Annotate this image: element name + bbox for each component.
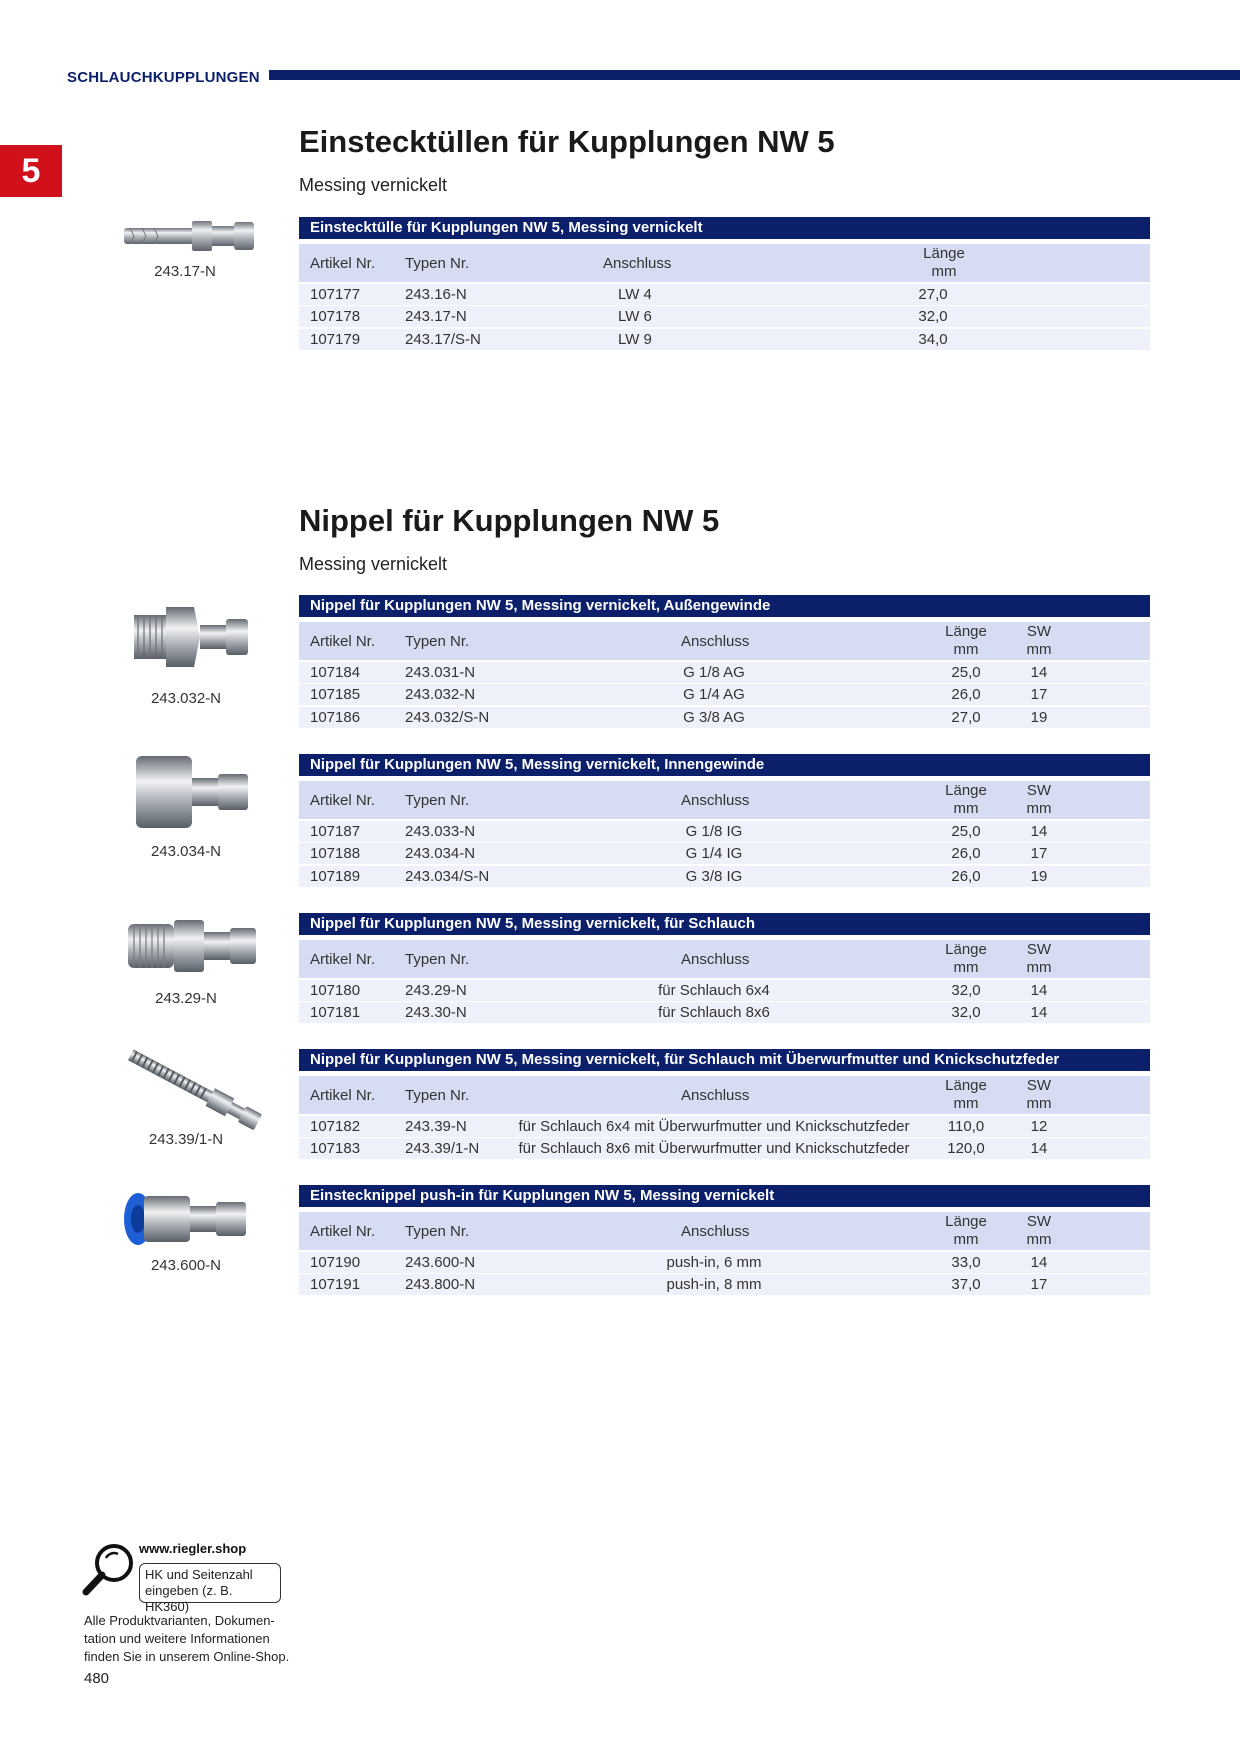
header-artikel: Artikel Nr. <box>310 791 376 809</box>
header-sw <box>1004 1078 1074 1112</box>
cell-laenge: 27,0 <box>951 708 981 726</box>
header-laenge-unit: mm <box>953 1095 979 1112</box>
header-artikel: Artikel Nr. <box>310 1222 376 1240</box>
cell-artikel: 107181 <box>310 1004 361 1021</box>
cell-anschluss: LW 4 <box>618 285 652 303</box>
table-row <box>299 866 1150 887</box>
section-subtitle: Messing vernickelt <box>299 554 448 574</box>
cell-laenge: 27,0 <box>918 285 948 303</box>
cell-laenge: 32,0 <box>918 308 948 325</box>
cell-artikel: 107189 <box>310 867 361 885</box>
cell-typen: 243.17/S-N <box>405 330 481 348</box>
header-anschluss: Anschluss <box>681 1086 750 1104</box>
header-laenge <box>931 624 1001 658</box>
table-header-row <box>299 781 1150 819</box>
product-image-243-39-1-n <box>122 1048 272 1137</box>
header-typen: Typen Nr. <box>405 1222 470 1240</box>
header-laenge-label: Länge <box>945 1213 987 1230</box>
table-row <box>299 306 1150 327</box>
section-category: SCHLAUCHKUPPLUNGEN <box>67 69 260 86</box>
table-row <box>299 662 1150 683</box>
header-laenge <box>931 783 1001 817</box>
header-sw-unit: mm <box>1026 800 1052 817</box>
push-in-nipple-icon <box>120 1184 256 1254</box>
header-laenge-unit: mm <box>953 800 979 817</box>
cell-sw: 14 <box>1030 822 1048 840</box>
cell-laenge: 26,0 <box>951 867 981 885</box>
header-artikel: Artikel Nr. <box>310 950 376 968</box>
table-row <box>299 684 1150 705</box>
table-nippel <box>299 913 1150 1023</box>
cell-sw: 19 <box>1030 708 1048 726</box>
table-caption: Nippel für Kupplungen NW 5, Messing vernickelt, Außengewinde <box>299 595 1150 617</box>
cell-typen: 243.034/S-N <box>405 867 490 885</box>
cell-sw: 12 <box>1030 1117 1048 1135</box>
header-laenge-unit: mm <box>953 1231 979 1248</box>
cell-artikel: 107183 <box>310 1140 361 1157</box>
shop-url[interactable]: www.riegler.shop <box>139 1541 247 1556</box>
cell-laenge: 34,0 <box>918 330 948 348</box>
table-nippel <box>299 1185 1150 1295</box>
header-sw-label: SW <box>1026 1077 1052 1094</box>
cell-artikel: 107186 <box>310 708 361 726</box>
nipple-female-thread-icon <box>128 752 258 832</box>
cell-typen: 243.032/S-N <box>405 708 490 726</box>
product-image-243-17-n <box>120 212 260 267</box>
header-sw <box>1004 783 1074 817</box>
product-image-243-29-n <box>124 910 260 987</box>
cell-laenge: 37,0 <box>951 1276 981 1293</box>
cell-sw: 14 <box>1030 663 1048 681</box>
header-laenge <box>931 1078 1001 1112</box>
table-nippel <box>299 754 1150 887</box>
section-title-nippel: Nippel für Kupplungen NW 5 <box>299 503 720 538</box>
header-laenge <box>909 246 979 280</box>
header-sw-label: SW <box>1026 623 1052 640</box>
table-header-row <box>299 622 1150 660</box>
header-typen: Typen Nr. <box>405 254 470 272</box>
table-row <box>299 1274 1150 1295</box>
header-sw-unit: mm <box>1026 959 1052 976</box>
header-anschluss: Anschluss <box>603 254 672 272</box>
table-nippel <box>299 595 1150 728</box>
table-row <box>299 980 1150 1001</box>
product-caption: 243.600-N <box>150 1257 222 1274</box>
cell-anschluss: G 1/4 IG <box>685 845 743 862</box>
header-anschluss: Anschluss <box>681 950 750 968</box>
header-laenge <box>931 942 1001 976</box>
footer-note-line: Alle Produktvarianten, Dokumen- <box>84 1613 275 1628</box>
footer-note <box>84 1612 304 1666</box>
header-rule <box>269 70 1240 80</box>
cell-anschluss: für Schlauch 6x4 mit Überwurfmutter und Knickschutzfeder <box>518 1117 910 1135</box>
cell-typen: 243.39-N <box>405 1117 467 1135</box>
table-row <box>299 707 1150 728</box>
header-anschluss: Anschluss <box>681 632 750 650</box>
table-header-row <box>299 940 1150 978</box>
header-laenge-label: Länge <box>945 941 987 958</box>
header-anschluss: Anschluss <box>681 1222 750 1240</box>
cell-laenge: 26,0 <box>951 686 981 703</box>
table-row <box>299 329 1150 350</box>
cell-sw: 17 <box>1030 1276 1048 1293</box>
cell-artikel: 107187 <box>310 822 361 840</box>
header-artikel: Artikel Nr. <box>310 1086 376 1104</box>
cell-artikel: 107178 <box>310 308 361 325</box>
chapter-number: 5 <box>21 151 41 190</box>
search-hint-box <box>139 1563 281 1614</box>
cell-artikel: 107185 <box>310 686 361 703</box>
cell-anschluss: G 3/8 AG <box>683 708 745 726</box>
header-sw-unit: mm <box>1026 1095 1052 1112</box>
header-sw-label: SW <box>1026 1213 1052 1230</box>
cell-artikel: 107180 <box>310 981 361 999</box>
cell-anschluss: für Schlauch 8x6 <box>658 1004 770 1021</box>
cell-anschluss: G 1/4 AG <box>683 686 745 703</box>
search-hint-line2: eingeben (z. B. HK360) <box>145 1583 233 1614</box>
cell-typen: 243.032-N <box>405 686 476 703</box>
hose-tail-icon <box>120 212 260 262</box>
search-hint-line1: HK und Seitenzahl <box>145 1567 253 1582</box>
nipple-hose-icon <box>124 910 260 982</box>
table-caption: Nippel für Kupplungen NW 5, Messing vernickelt, Innengewinde <box>299 754 1150 776</box>
cell-laenge: 25,0 <box>951 822 981 840</box>
table-caption: Einstecknippel push-in für Kupplungen NW 5, Messing vernickelt <box>299 1185 1150 1207</box>
cell-anschluss: LW 6 <box>618 308 652 325</box>
header-artikel: Artikel Nr. <box>310 632 376 650</box>
cell-anschluss: für Schlauch 6x4 <box>658 981 770 999</box>
header-laenge-label: Länge <box>945 782 987 799</box>
table-row <box>299 1002 1150 1023</box>
cell-anschluss: LW 9 <box>618 330 652 348</box>
nipple-male-thread-icon <box>128 597 258 677</box>
product-caption: 243.034-N <box>150 843 222 860</box>
header-artikel: Artikel Nr. <box>310 254 376 272</box>
cell-laenge: 25,0 <box>951 663 981 681</box>
cell-laenge: 120,0 <box>947 1140 985 1157</box>
cell-typen: 243.033-N <box>405 822 476 840</box>
cell-typen: 243.800-N <box>405 1276 476 1293</box>
header-laenge-label: Länge <box>945 1077 987 1094</box>
table-row <box>299 1252 1150 1273</box>
header-laenge-unit: mm <box>953 641 979 658</box>
header-laenge-label: Länge <box>945 623 987 640</box>
footer-note-line: tation und weitere Informationen <box>84 1631 270 1646</box>
header-typen: Typen Nr. <box>405 1086 470 1104</box>
magnifier-icon-graphic <box>80 1542 136 1598</box>
product-image-243-600-n <box>120 1184 256 1259</box>
cell-sw: 14 <box>1030 981 1048 999</box>
chapter-tab <box>0 145 62 197</box>
cell-anschluss: G 3/8 IG <box>685 867 743 885</box>
cell-sw: 14 <box>1030 1140 1048 1157</box>
nipple-spring-guard-icon <box>122 1048 272 1132</box>
cell-artikel: 107190 <box>310 1253 361 1271</box>
header-laenge-unit: mm <box>931 263 957 280</box>
table-row <box>299 284 1150 305</box>
cell-sw: 19 <box>1030 867 1048 885</box>
section-title-einstecktuellen: Einstecktüllen für Kupplungen NW 5 <box>299 124 835 159</box>
cell-typen: 243.29-N <box>405 981 467 999</box>
cell-typen: 243.16-N <box>405 285 467 303</box>
table-row <box>299 1116 1150 1137</box>
cell-artikel: 107188 <box>310 845 361 862</box>
cell-artikel: 107179 <box>310 330 361 348</box>
header-laenge <box>931 1214 1001 1248</box>
cell-anschluss: G 1/8 AG <box>683 663 745 681</box>
table-row <box>299 821 1150 842</box>
cell-sw: 14 <box>1030 1004 1048 1021</box>
header-sw <box>1004 1214 1074 1248</box>
cell-laenge: 32,0 <box>951 981 981 999</box>
cell-typen: 243.17-N <box>405 308 467 325</box>
table-nippel <box>299 1049 1150 1159</box>
cell-typen: 243.30-N <box>405 1004 467 1021</box>
cell-typen: 243.600-N <box>405 1253 476 1271</box>
table-header-row <box>299 1212 1150 1250</box>
cell-laenge: 33,0 <box>951 1253 981 1271</box>
product-caption: 243.032-N <box>150 690 222 707</box>
magnifier-icon <box>80 1542 136 1603</box>
header-sw-unit: mm <box>1026 1231 1052 1248</box>
footer-note-line: finden Sie in unserem Online-Shop. <box>84 1649 290 1664</box>
cell-artikel: 107184 <box>310 663 361 681</box>
header-typen: Typen Nr. <box>405 791 470 809</box>
section-subtitle: Messing vernickelt <box>299 175 448 195</box>
cell-typen: 243.031-N <box>405 663 476 681</box>
cell-sw: 14 <box>1030 1253 1048 1271</box>
product-image-243-032-n <box>128 597 258 682</box>
cell-anschluss: G 1/8 IG <box>685 822 743 840</box>
header-sw-unit: mm <box>1026 641 1052 658</box>
product-image-243-034-n <box>128 752 258 837</box>
cell-typen: 243.034-N <box>405 845 476 862</box>
product-caption: 243.29-N <box>155 990 217 1007</box>
header-typen: Typen Nr. <box>405 632 470 650</box>
header-typen: Typen Nr. <box>405 950 470 968</box>
table-row <box>299 1138 1150 1159</box>
cell-sw: 17 <box>1030 686 1048 703</box>
cell-laenge: 26,0 <box>951 845 981 862</box>
cell-sw: 17 <box>1030 845 1048 862</box>
cell-artikel: 107191 <box>310 1276 361 1293</box>
table-caption: Einstecktülle für Kupplungen NW 5, Messing vernickelt <box>299 217 1150 239</box>
page-number: 480 <box>84 1670 110 1687</box>
header-sw-label: SW <box>1026 782 1052 799</box>
cell-typen: 243.39/1-N <box>405 1140 480 1157</box>
table-caption: Nippel für Kupplungen NW 5, Messing vernickelt, für Schlauch mit Überwurfmutter und Knickschutzfeder <box>299 1049 1150 1071</box>
header-anschluss: Anschluss <box>681 791 750 809</box>
table-row <box>299 843 1150 864</box>
cell-anschluss: push-in, 6 mm <box>666 1253 762 1271</box>
header-laenge-unit: mm <box>953 959 979 976</box>
header-sw <box>1004 942 1074 976</box>
table-header-row <box>299 1076 1150 1114</box>
product-caption: 243.39/1-N <box>148 1131 224 1148</box>
cell-anschluss: für Schlauch 8x6 mit Überwurfmutter und Knickschutzfeder <box>518 1140 910 1157</box>
table-header-row <box>299 244 1150 282</box>
cell-laenge: 32,0 <box>951 1004 981 1021</box>
cell-anschluss: push-in, 8 mm <box>666 1276 762 1293</box>
header-sw-label: SW <box>1026 941 1052 958</box>
table-einstecktuelle <box>299 217 1150 350</box>
header-sw <box>1004 624 1074 658</box>
header-laenge-label: Länge <box>923 245 965 262</box>
cell-artikel: 107182 <box>310 1117 361 1135</box>
product-caption: 243.17-N <box>154 263 216 280</box>
cell-artikel: 107177 <box>310 285 361 303</box>
cell-laenge: 110,0 <box>947 1117 985 1135</box>
table-caption: Nippel für Kupplungen NW 5, Messing vernickelt, für Schlauch <box>299 913 1150 935</box>
